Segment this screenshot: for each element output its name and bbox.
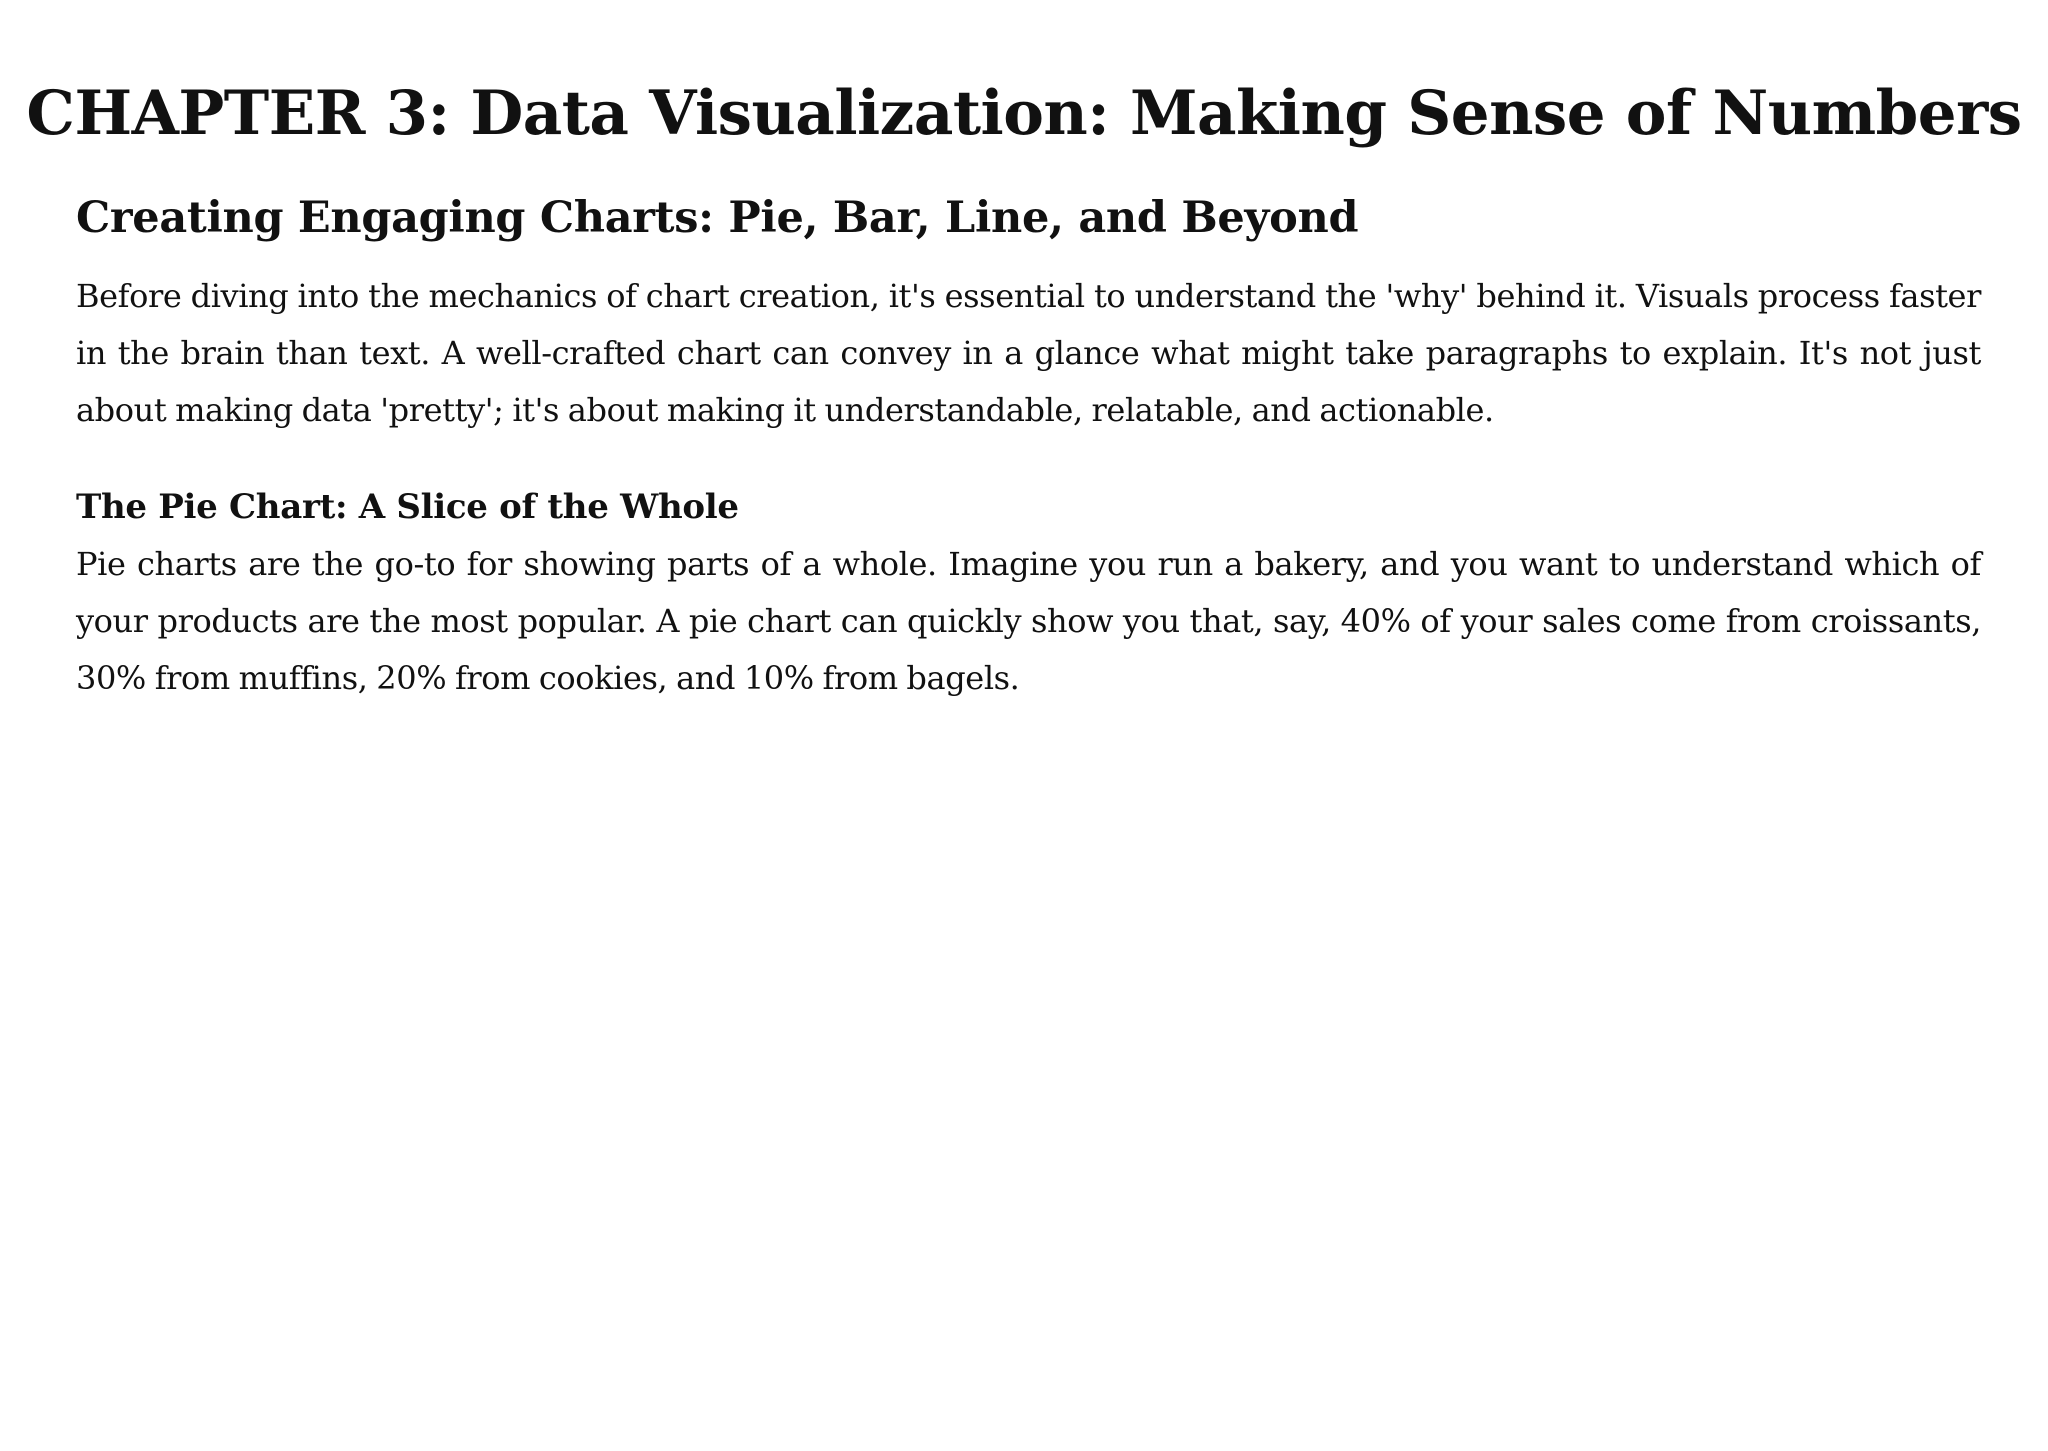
chapter-title: CHAPTER 3: Data Visualization: Making Sense of Numbers	[26, 78, 2022, 149]
pie-chart-paragraph: Pie charts are the go-to for showing parts of a whole. Imagine you run a bakery, and you want to understand which of your products are the most popular. A pie chart can quickly show you that, say, 40% of your sales come from croissants, 30% from muffins, 20% from cookies, and 10% from bagels.	[76, 545, 1981, 697]
subsection-heading: The Pie Chart: A Slice of the Whole	[76, 487, 739, 527]
intro-paragraph: Before diving into the mechanics of chart creation, it's essential to understand the 'why' behind it. Visuals process faster in the brain than text. A well-crafted chart can convey in a glance what might take paragraphs to explain. It's not just about making data 'pretty'; it's about making it understandable, relatable, and actionable.	[76, 277, 1981, 429]
section-heading: Creating Engaging Charts: Pie, Bar, Line, and Beyond	[76, 193, 1359, 243]
